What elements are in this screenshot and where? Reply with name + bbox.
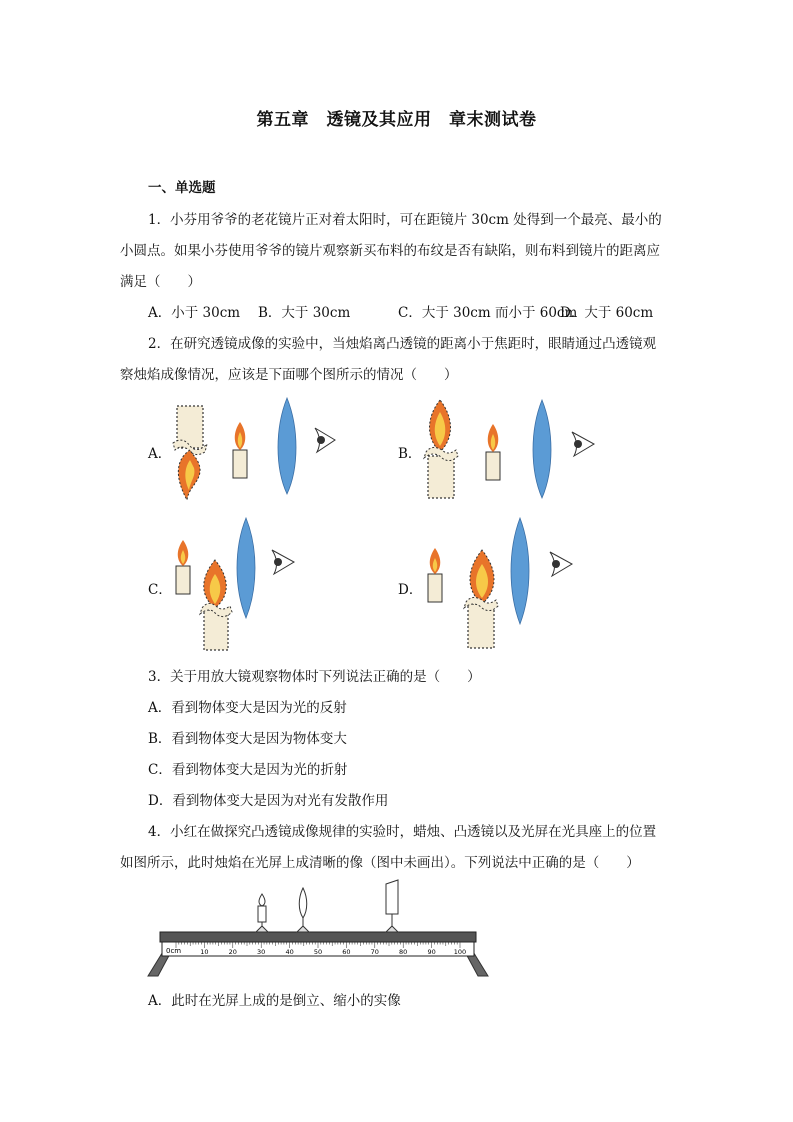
light-screen	[386, 880, 398, 932]
candle	[428, 548, 442, 602]
convex-lens	[278, 398, 296, 494]
q4-line-2: 如图所示，此时烛焰在光屏上成清晰的像（图中未画出）。下列说法中正确的是（ ）	[120, 855, 640, 871]
bench-rail	[160, 932, 476, 942]
q4-line-1: 4．小红在做探究凸透镜成像规律的实验时，蜡烛、凸透镜以及光屏在光具座上的位置	[148, 824, 657, 840]
candle	[233, 422, 247, 478]
q1-option-a[interactable]: A．小于 30cm	[148, 305, 241, 321]
q2-line-1: 2．在研究透镜成像的实验中，当烛焰离凸透镜的距离小于焦距时，眼睛通过凸透镜观	[148, 336, 657, 352]
ruler-tick-label: 100	[453, 948, 467, 956]
upright-image-candle	[424, 400, 458, 498]
ruler-tick-label: 50	[313, 948, 323, 956]
candle	[256, 894, 268, 932]
q1-option-c[interactable]: C．大于 30cm 而小于 60cm	[398, 305, 578, 321]
q3-option-a[interactable]: A．看到物体变大是因为光的反射	[148, 700, 347, 716]
ruler-tick-label: 90	[427, 948, 436, 956]
inverted-image-candle	[173, 406, 207, 500]
ruler-tick-label: 70	[370, 948, 379, 956]
ruler-tick-label: 60	[342, 948, 351, 956]
eye-icon	[550, 552, 572, 576]
q2-figure-d[interactable]	[422, 518, 582, 648]
q2-figure-b[interactable]	[418, 400, 598, 500]
convex-lens	[533, 400, 551, 498]
q4-option-a[interactable]: A．此时在光屏上成的是倒立、缩小的实像	[148, 993, 401, 1009]
upright-image-candle	[464, 550, 498, 648]
q1-option-b[interactable]: B．大于 30cm	[258, 305, 351, 321]
eye-icon	[315, 428, 335, 452]
q3-option-c[interactable]: C．看到物体变大是因为光的折射	[148, 762, 348, 778]
q1-line-1: 1．小芬用爷爷的老花镜片正对着太阳时，可在距镜片 30cm 处得到一个最亮、最小的	[148, 212, 662, 228]
section-heading: 一、单选题	[148, 180, 216, 196]
q2-figure-a[interactable]	[165, 398, 335, 503]
ruler-tick-label: 40	[285, 948, 294, 956]
q3-option-b[interactable]: B．看到物体变大是因为物体变大	[148, 731, 347, 747]
q2-line-2: 察烛焰成像情况，应该是下面哪个图所示的情况（ ）	[120, 367, 458, 383]
convex-lens	[237, 518, 255, 618]
q2-option-c-label[interactable]: C．	[148, 582, 172, 598]
convex-lens	[511, 518, 529, 624]
q1-option-d[interactable]: D．大于 60cm	[560, 305, 654, 321]
candle	[176, 540, 190, 594]
q2-option-d-label[interactable]: D．	[398, 582, 423, 598]
optical-bench-figure	[148, 880, 488, 980]
q2-option-b-label[interactable]: B．	[398, 446, 422, 462]
ruler-tick-label: 10	[200, 948, 209, 956]
q3-stem: 3．关于用放大镜观察物体时下列说法正确的是（ ）	[148, 669, 481, 685]
upright-image-candle	[200, 560, 232, 650]
q1-line-2: 小圆点。如果小芬使用爷爷的镜片观察新买布料的布纹是否有缺陷，则布料到镜片的距离应	[120, 243, 660, 259]
q3-option-d[interactable]: D．看到物体变大是因为对光有发散作用	[148, 793, 389, 809]
q2-figure-c[interactable]	[170, 518, 300, 648]
eye-icon	[272, 550, 294, 574]
ruler-tick-label: 30	[257, 948, 266, 956]
page-title: 第五章 透镜及其应用 章末测试卷	[256, 110, 537, 130]
candle	[486, 424, 500, 480]
q1-line-3: 满足（ ）	[120, 274, 201, 290]
ruler-tick-label: 20	[228, 948, 237, 956]
ruler-unit: 0cm	[166, 947, 182, 955]
ruler-tick-label: 80	[399, 948, 408, 956]
q2-option-a-label[interactable]: A．	[148, 446, 172, 462]
convex-lens	[297, 888, 309, 932]
eye-icon	[572, 432, 594, 456]
